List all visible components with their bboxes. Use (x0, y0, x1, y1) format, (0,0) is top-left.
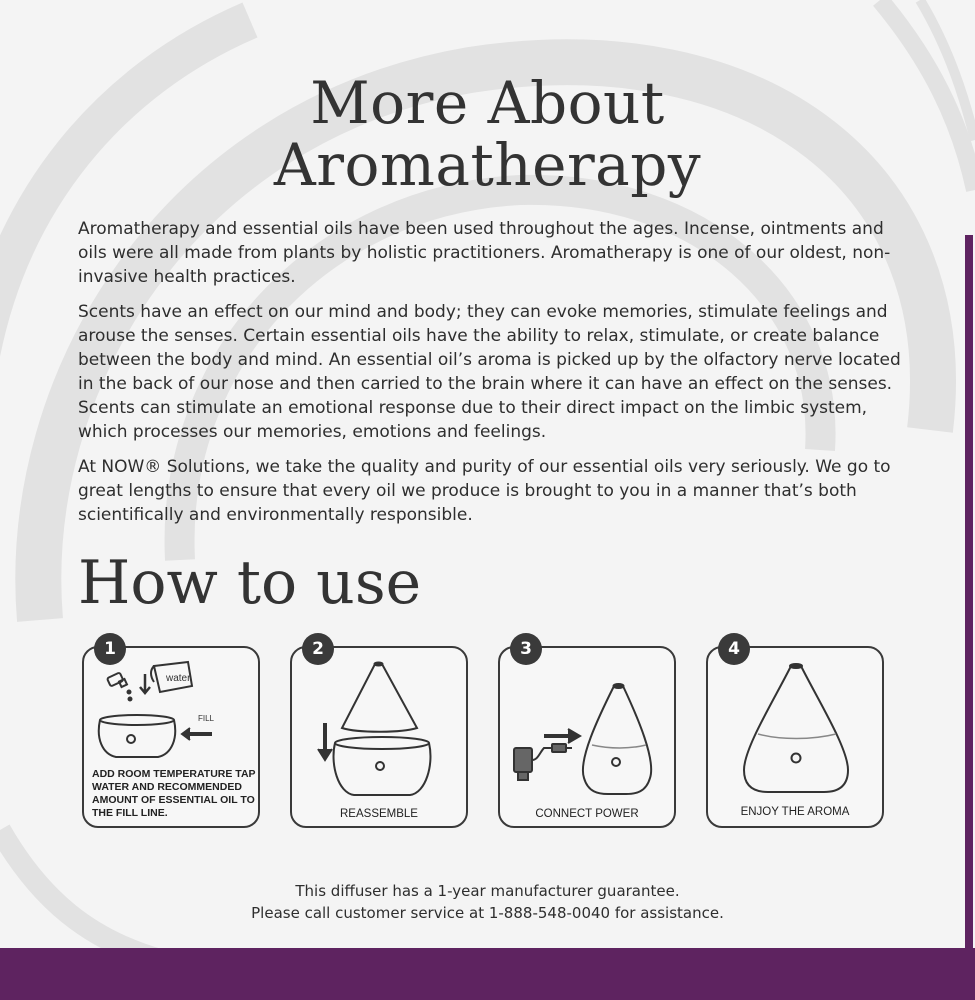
step-caption: CONNECT POWER (535, 808, 639, 820)
step-caption: ENJOY THE AROMA (740, 806, 850, 818)
paragraph-history: Aromatherapy and essential oils have been used throughout the ages. Incense, ointments and oils were all made from plants by holistic practitioners. Aromatherapy is one of our oldest, non-invasive health practices. (78, 219, 891, 287)
reassemble-diffuser-illustration (292, 648, 465, 798)
step-number-badge: 2 (302, 633, 334, 665)
fill-label: FILL (198, 714, 215, 723)
step-number-badge: 3 (510, 633, 542, 665)
title-line-2: Aromatherapy (273, 131, 702, 199)
step-caption: ADD ROOM TEMPERATURE TAP WATER AND RECOMMENDED AMOUNT OF ESSENTIAL OIL TO THE FILL LINE. (92, 768, 256, 819)
step-number-badge: 1 (94, 633, 126, 665)
step-card-3 (498, 639, 676, 828)
customer-service-line: Please call customer service at 1-888-548-0040 for assistance. (251, 904, 724, 922)
step-caption: REASSEMBLE (340, 808, 418, 820)
paragraph-quality: At NOW® Solutions, we take the quality and purity of our essential oils very seriously. We go to great lengths to ensure that every oil we produce is brought to you in a manner that’s both scientifically and environmentally responsible. (78, 457, 891, 525)
connect-power-illustration (500, 648, 673, 798)
water-label: water (166, 673, 191, 684)
title-line-1: More About (310, 69, 665, 137)
step-card-1 (82, 639, 260, 828)
step-card-2 (290, 639, 468, 828)
assembled-diffuser-illustration (708, 648, 881, 798)
paragraph-scents: Scents have an effect on our mind and body; they can evoke memories, stimulate feelings and arouse the senses. Certain essential oils have the ability to relax, stimulate, or create balance between the body and mind. An essential oil’s aroma is picked up by the olfactory nerve located in the back of our nose and then carried to the brain where it can have an effect on the senses. Scents can stimulate an emotional response due to their direct impact on the limbic system, which processes our memories, emotions and feelings. (78, 302, 901, 442)
right-accent-bar (965, 235, 973, 950)
bottom-accent-band (0, 948, 975, 1000)
step-card-4 (706, 639, 884, 828)
page-title (0, 69, 975, 199)
step-number-badge: 4 (718, 633, 750, 665)
how-to-use-heading: How to use (78, 548, 422, 618)
body-copy (78, 217, 908, 538)
warranty-footer (0, 880, 975, 924)
warranty-line: This diffuser has a 1-year manufacturer guarantee. (295, 882, 680, 900)
